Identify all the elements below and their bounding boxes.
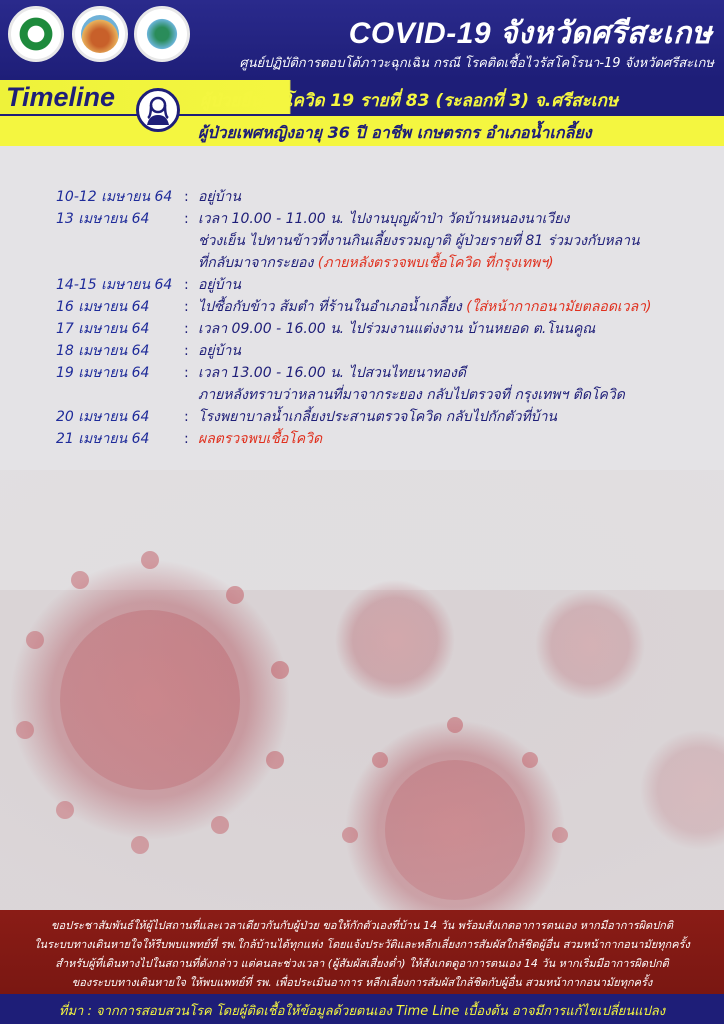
timeline-date: 13 เมษายน 64 — [56, 211, 150, 227]
timeline-note: ผลตรวจพบเชื้อโควิด — [198, 431, 323, 447]
timeline-separator: : — [184, 365, 189, 381]
timeline-label: Timeline — [6, 82, 116, 112]
timeline-separator: : — [184, 409, 189, 425]
page-subtitle: ศูนย์ปฏิบัติการตอบโต้ภาวะฉุกเฉิน กรณี โรคติดเชื้อไวรัสโคโรนา-19 จังหวัดศรีสะเกษ — [239, 56, 714, 71]
timeline-row — [56, 384, 716, 406]
timeline-date: 20 เมษายน 64 — [56, 409, 150, 425]
timeline-separator: : — [184, 343, 189, 359]
timeline-date — [56, 252, 184, 274]
timeline-activity: ภายหลังทราบว่าหลานที่มาจากระยอง กลับไปตรวจที่ กรุงเทพฯ ติดโควิด — [198, 387, 625, 403]
timeline-separator: : — [184, 321, 189, 337]
timeline-separator — [184, 230, 198, 252]
timeline-date: 14-15 เมษายน 64 — [56, 277, 173, 293]
timeline-note: (ภายหลังตรวจพบเชื้อโควิด ที่กรุงเทพฯ) — [317, 255, 554, 271]
timeline-activity: ที่กลับมาจากระยอง — [198, 255, 318, 271]
timeline-row — [56, 208, 716, 230]
timeline-activity: เวลา 13.00 - 16.00 น. ไปสวนไทยนาทองดี — [198, 365, 466, 381]
timeline-separator: : — [184, 211, 189, 227]
timeline-activity: อยู่บ้าน — [198, 189, 241, 205]
timeline-note: (ใส่หน้ากากอนามัยตลอดเวลา) — [466, 299, 652, 315]
timeline-separator: : — [184, 189, 189, 205]
timeline-row — [56, 252, 716, 274]
timeline-activity: อยู่บ้าน — [198, 277, 241, 293]
timeline-date: 19 เมษายน 64 — [56, 365, 150, 381]
advisory-line: ของระบบทางเดินหายใจ ให้พบแพทย์ที่ รพ. เพื่อประเมินอาการ หลีกเลี่ยงการสัมผัสใกล้ชิดกับผู้อื่น สวมหน้ากากอนามัยทุกครั้ง — [71, 976, 653, 989]
timeline-separator: : — [184, 277, 189, 293]
timeline-separator: : — [184, 299, 189, 315]
patient-case-title: ผู้ป่วยยืนยันโควิด 19 รายที่ 83 (ระลอกที่ 3) จ.ศรีสะเกษ — [200, 91, 619, 111]
source-text: ที่มา : จากการสอบสวนโรค โดยผู้ติดเชื้อให้ข้อมูลด้วยตนเอง Time Line เบื้องต้น อาจมีการแก้ไขเปลี่ยนแปลง — [58, 1004, 666, 1019]
timeline-activity: ไปซื้อกับข้าว ส้มตำ ที่ร้านในอำเภอน้ำเกลี้ยง — [198, 299, 467, 315]
timeline-activity: อยู่บ้าน — [198, 343, 241, 359]
timeline-row — [56, 230, 716, 252]
provincial-seal-logo — [72, 6, 128, 62]
timeline-row — [56, 274, 716, 296]
timeline-list — [56, 186, 716, 450]
timeline-activity: เวลา 09.00 - 16.00 น. ไปร่วมงานแต่งงาน บ้านหยอด ต.โนนคูณ — [198, 321, 596, 337]
timeline-row — [56, 406, 716, 428]
timeline-row — [56, 362, 716, 384]
female-patient-icon — [136, 88, 180, 132]
advisory-notice — [0, 910, 724, 994]
advisory-line: สำหรับผู้ที่เดินทางไปในสถานที่ดังกล่าว แต่คนละช่วงเวลา (ผู้สัมผัสเสี่ยงต่ำ) ให้สังเกตดูอาการตนเอง 14 วัน หากเริ่มมีอาการผิดปกติ — [55, 957, 669, 970]
timeline-date: 18 เมษายน 64 — [56, 343, 150, 359]
timeline-separator — [184, 384, 198, 406]
timeline-date — [56, 230, 184, 252]
timeline-date: 21 เมษายน 64 — [56, 431, 150, 447]
moph-logo — [8, 6, 64, 62]
timeline-activity: เวลา 10.00 - 11.00 น. ไปงานบุญผ้าป่า วัดบ้านหนองนาเวียง — [198, 211, 570, 227]
timeline-activity: โรงพยาบาลน้ำเกลี้ยงประสานตรวจโควิด กลับไปกักตัวที่บ้าน — [198, 409, 557, 425]
patient-description: ผู้ป่วยเพศหญิงอายุ 36 ปี อาชีพ เกษตรกร อำเภอน้ำเกลี้ยง — [198, 123, 592, 142]
timeline-row — [56, 340, 716, 362]
health-office-logo — [134, 6, 190, 62]
virus-background-illustration — [0, 470, 724, 910]
timeline-separator — [184, 252, 198, 274]
timeline-separator: : — [184, 431, 189, 447]
timeline-date: 16 เมษายน 64 — [56, 299, 150, 315]
timeline-date: 17 เมษายน 64 — [56, 321, 150, 337]
timeline-row — [56, 186, 716, 208]
timeline-date — [56, 384, 184, 406]
page-title: COVID-19 จังหวัดศรีสะเกษ — [348, 17, 712, 50]
advisory-line: ในระบบทางเดินหายใจให้รีบพบแพทย์ที่ รพ.ใกล้บ้านได้ทุกแห่ง โดยแจ้งประวัติและหลีกเลี่ยงการสัมผัสใกล้ชิดผู้อื่น สวมหน้ากากอนามัยทุกครั้ง — [34, 938, 690, 951]
timeline-row — [56, 296, 716, 318]
timeline-activity: ช่วงเย็น ไปทานข้าวที่งานกินเลี้ยงรวมญาติ ผู้ป่วยรายที่ 81 ร่วมวงกับหลาน — [198, 233, 640, 249]
advisory-line: ขอประชาสัมพันธ์ให้ผู้ไปสถานที่และเวลาเดียวกันกับผู้ป่วย ขอให้กักตัวเองที่บ้าน 14 วัน พร้อมสังเกตอาการตนเอง หากมีอาการผิดปกติ — [51, 919, 673, 932]
timeline-row — [56, 318, 716, 340]
timeline-date: 10-12 เมษายน 64 — [56, 189, 173, 205]
timeline-row — [56, 428, 716, 450]
